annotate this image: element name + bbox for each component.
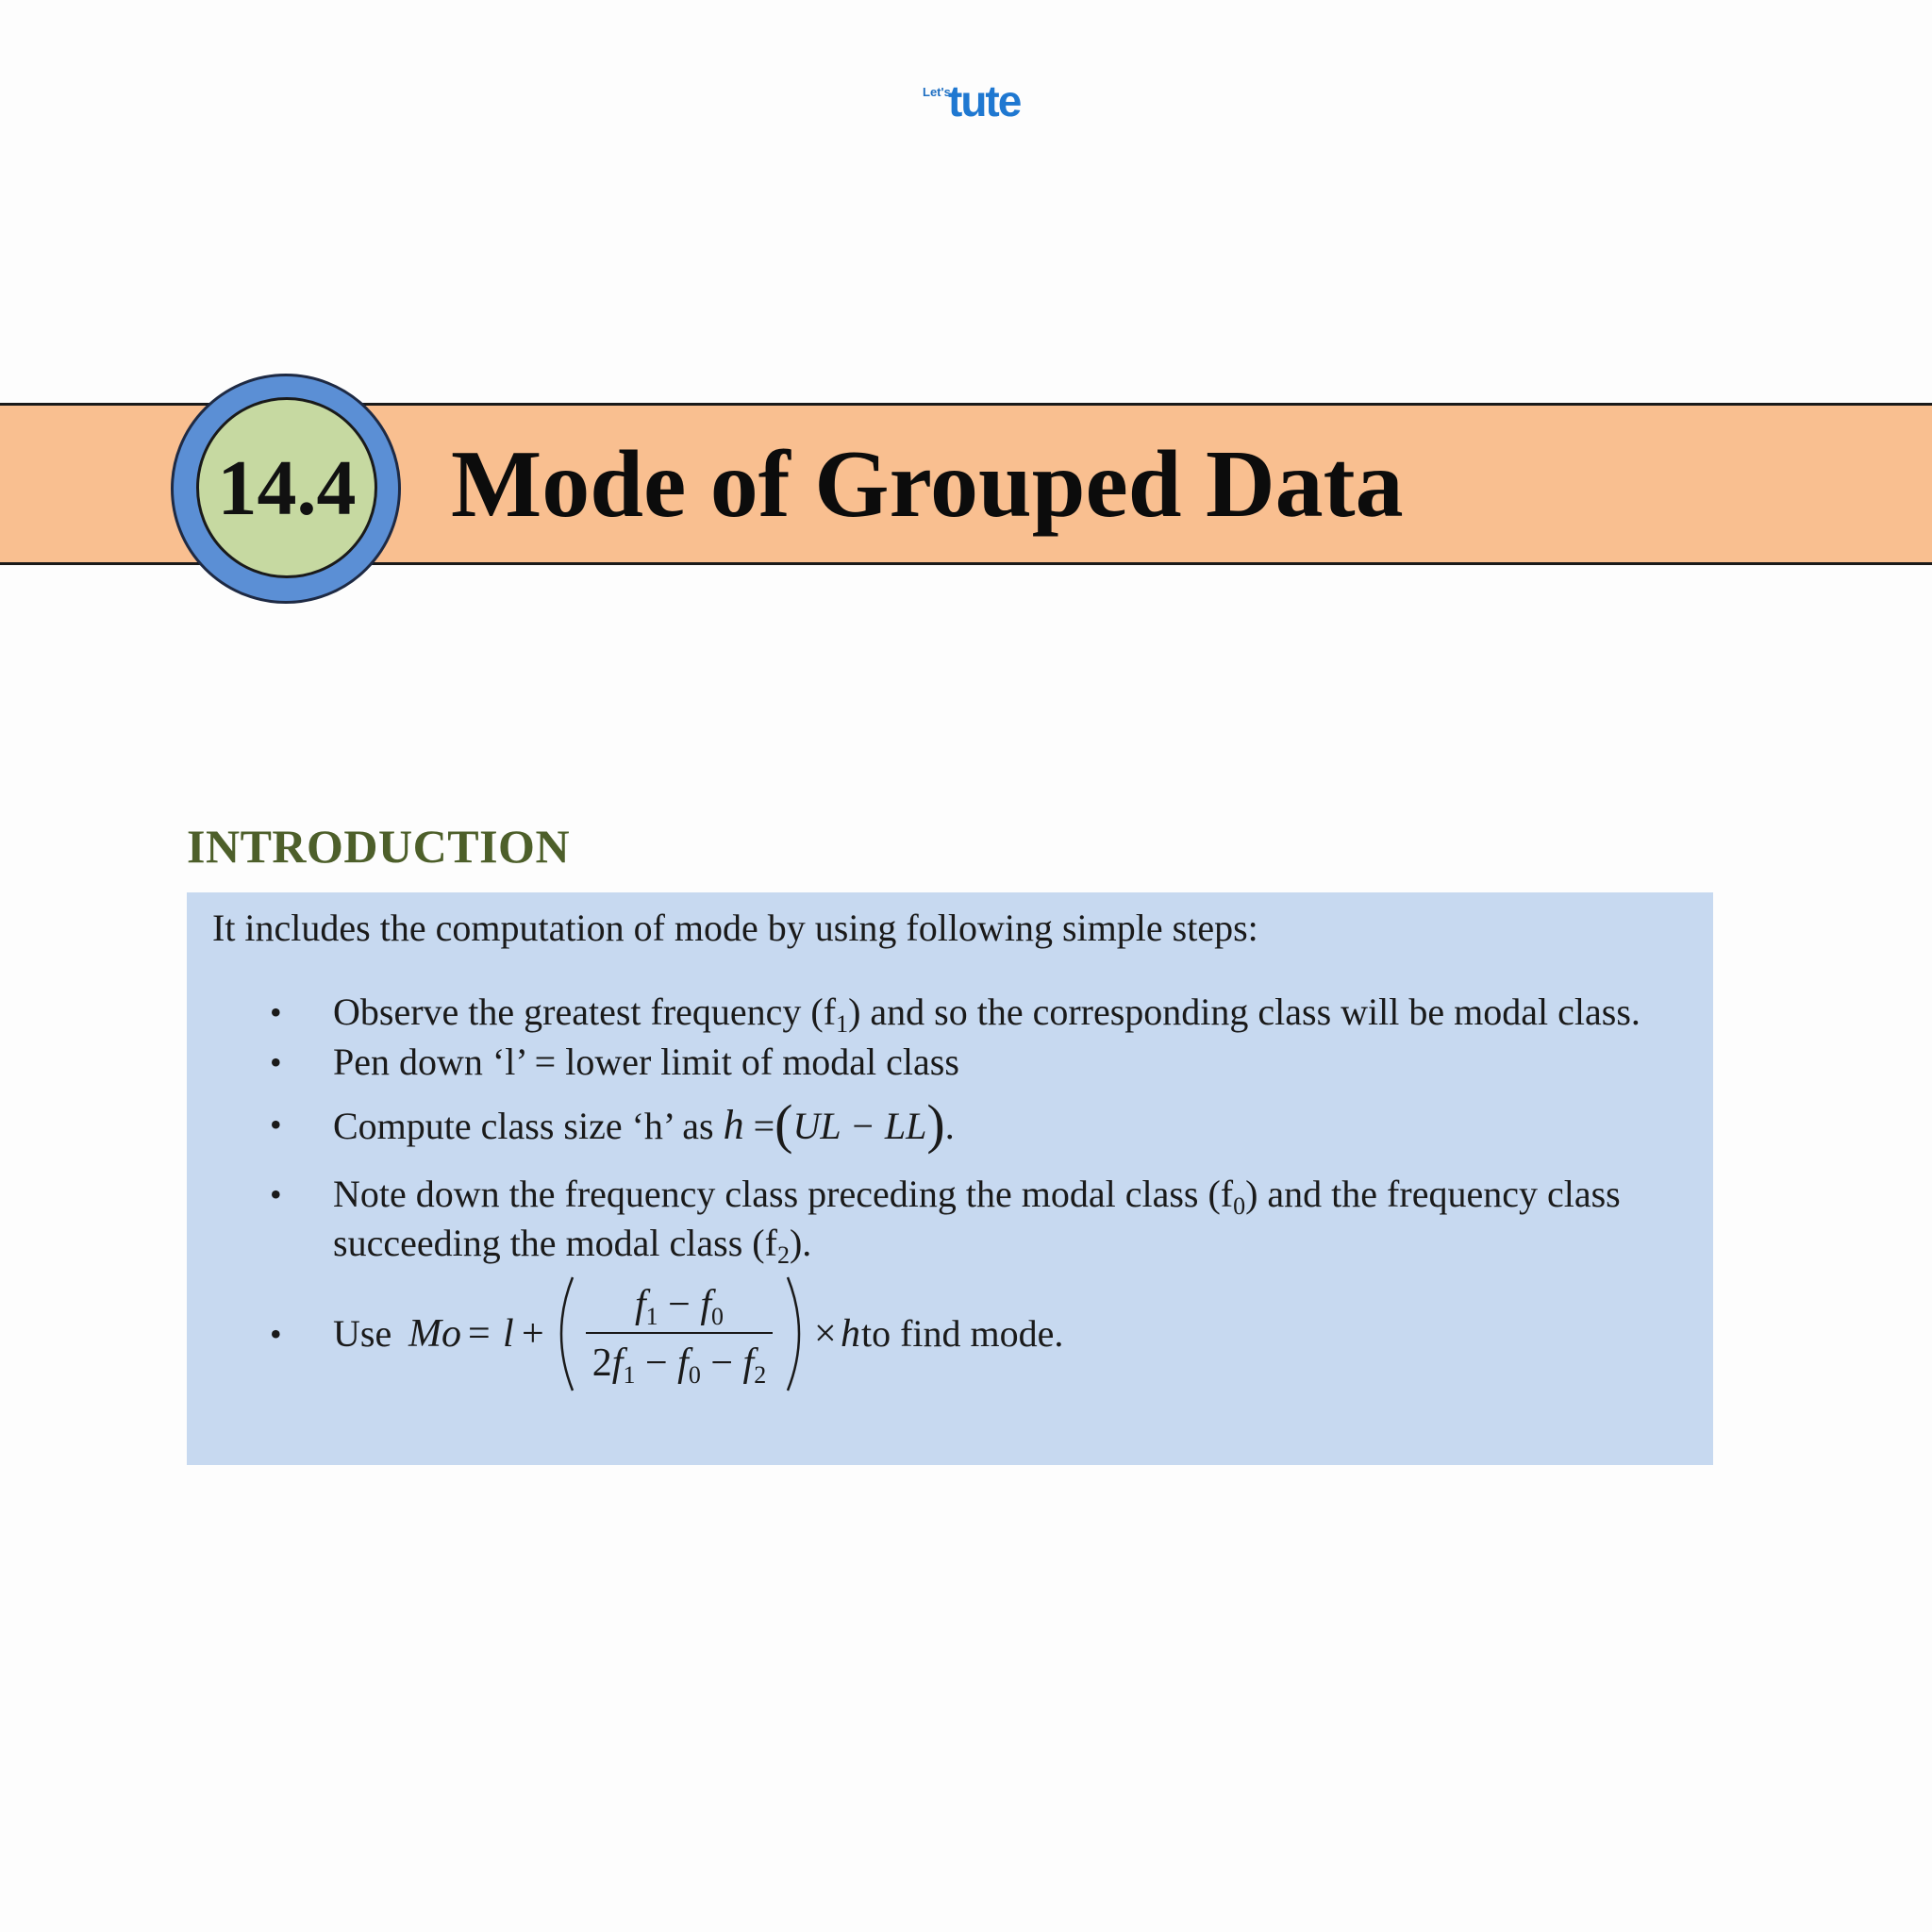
subscript: 1 [645, 1303, 658, 1330]
var-f: f [611, 1341, 624, 1385]
subscript: 2 [776, 1241, 790, 1269]
step-text [333, 1219, 811, 1280]
formula-l: l [503, 1312, 514, 1356]
formula-times: × [814, 1312, 837, 1356]
subscript: 0 [1233, 1192, 1246, 1220]
lets-tute-logo [920, 77, 1033, 134]
bullet-icon: • [270, 993, 282, 1031]
subscript: 1 [836, 1010, 849, 1038]
formula-plus: + [522, 1312, 544, 1356]
step-text-part: ) and the frequency class [1245, 1173, 1621, 1215]
fraction-bar [586, 1332, 773, 1334]
minus-sign: − [644, 1341, 668, 1385]
formula-use-label: Use [333, 1312, 392, 1355]
var-f: f [677, 1341, 689, 1385]
formula-mo: Mo [408, 1312, 461, 1356]
bullet-icon: • [270, 1106, 282, 1143]
math-paren-open: ( [774, 1093, 793, 1155]
subscript: 0 [711, 1303, 724, 1330]
logo-small-text: Let's [923, 85, 951, 99]
list-item [187, 1273, 1713, 1395]
step-text-part: Observe the greatest frequency (f [333, 991, 837, 1033]
intro-text: It includes the computation of mode by using following simple steps: [212, 907, 1258, 949]
bullet-icon: • [270, 1315, 282, 1353]
fraction-denominator [576, 1339, 782, 1400]
step-text [333, 1093, 955, 1155]
steps-list [187, 892, 1713, 1465]
section-number: 14.4 [217, 443, 357, 532]
var-f: f [634, 1283, 646, 1326]
subscript: 0 [688, 1361, 701, 1389]
bullet-icon: • [270, 1175, 282, 1213]
formula-paren-left [548, 1273, 576, 1395]
var-f: f [700, 1283, 712, 1326]
minus-sign: − [668, 1283, 691, 1326]
step-text-part: . [944, 1105, 955, 1147]
var-f: f [742, 1341, 755, 1385]
step-text-part: ) and so the corresponding class will be modal class. [848, 991, 1641, 1033]
math-equals: = [753, 1105, 775, 1147]
step-text-part: Note down the frequency class preceding the modal class (f [333, 1173, 1234, 1215]
formula-fraction [576, 1273, 782, 1395]
step-text-part: succeeding the modal class (f [333, 1222, 777, 1264]
subscript: 2 [754, 1361, 767, 1389]
formula-equals: = [468, 1312, 491, 1356]
minus-sign: − [710, 1341, 734, 1385]
step-text-part: Compute class size ‘h’ as [333, 1105, 714, 1147]
logo-main-text: tute [948, 76, 1021, 125]
formula-paren-right [784, 1273, 812, 1395]
formula-h: h [841, 1312, 860, 1356]
step-text: Pen down ‘l’ = lower limit of modal class [333, 1041, 959, 1083]
math-expression: UL − LL [792, 1105, 927, 1147]
section-heading: INTRODUCTION [187, 820, 571, 873]
coefficient: 2 [591, 1341, 612, 1385]
formula-tail-text: to find mode. [861, 1312, 1064, 1355]
math-paren-close: ) [926, 1093, 945, 1155]
intro-box [187, 892, 1713, 1465]
section-badge [196, 397, 377, 578]
subscript: 1 [623, 1361, 636, 1389]
bullet-icon: • [270, 1043, 282, 1081]
step-text-part: ). [789, 1222, 812, 1264]
math-h: h [723, 1102, 744, 1148]
page-title: Mode of Grouped Data [451, 431, 1404, 538]
